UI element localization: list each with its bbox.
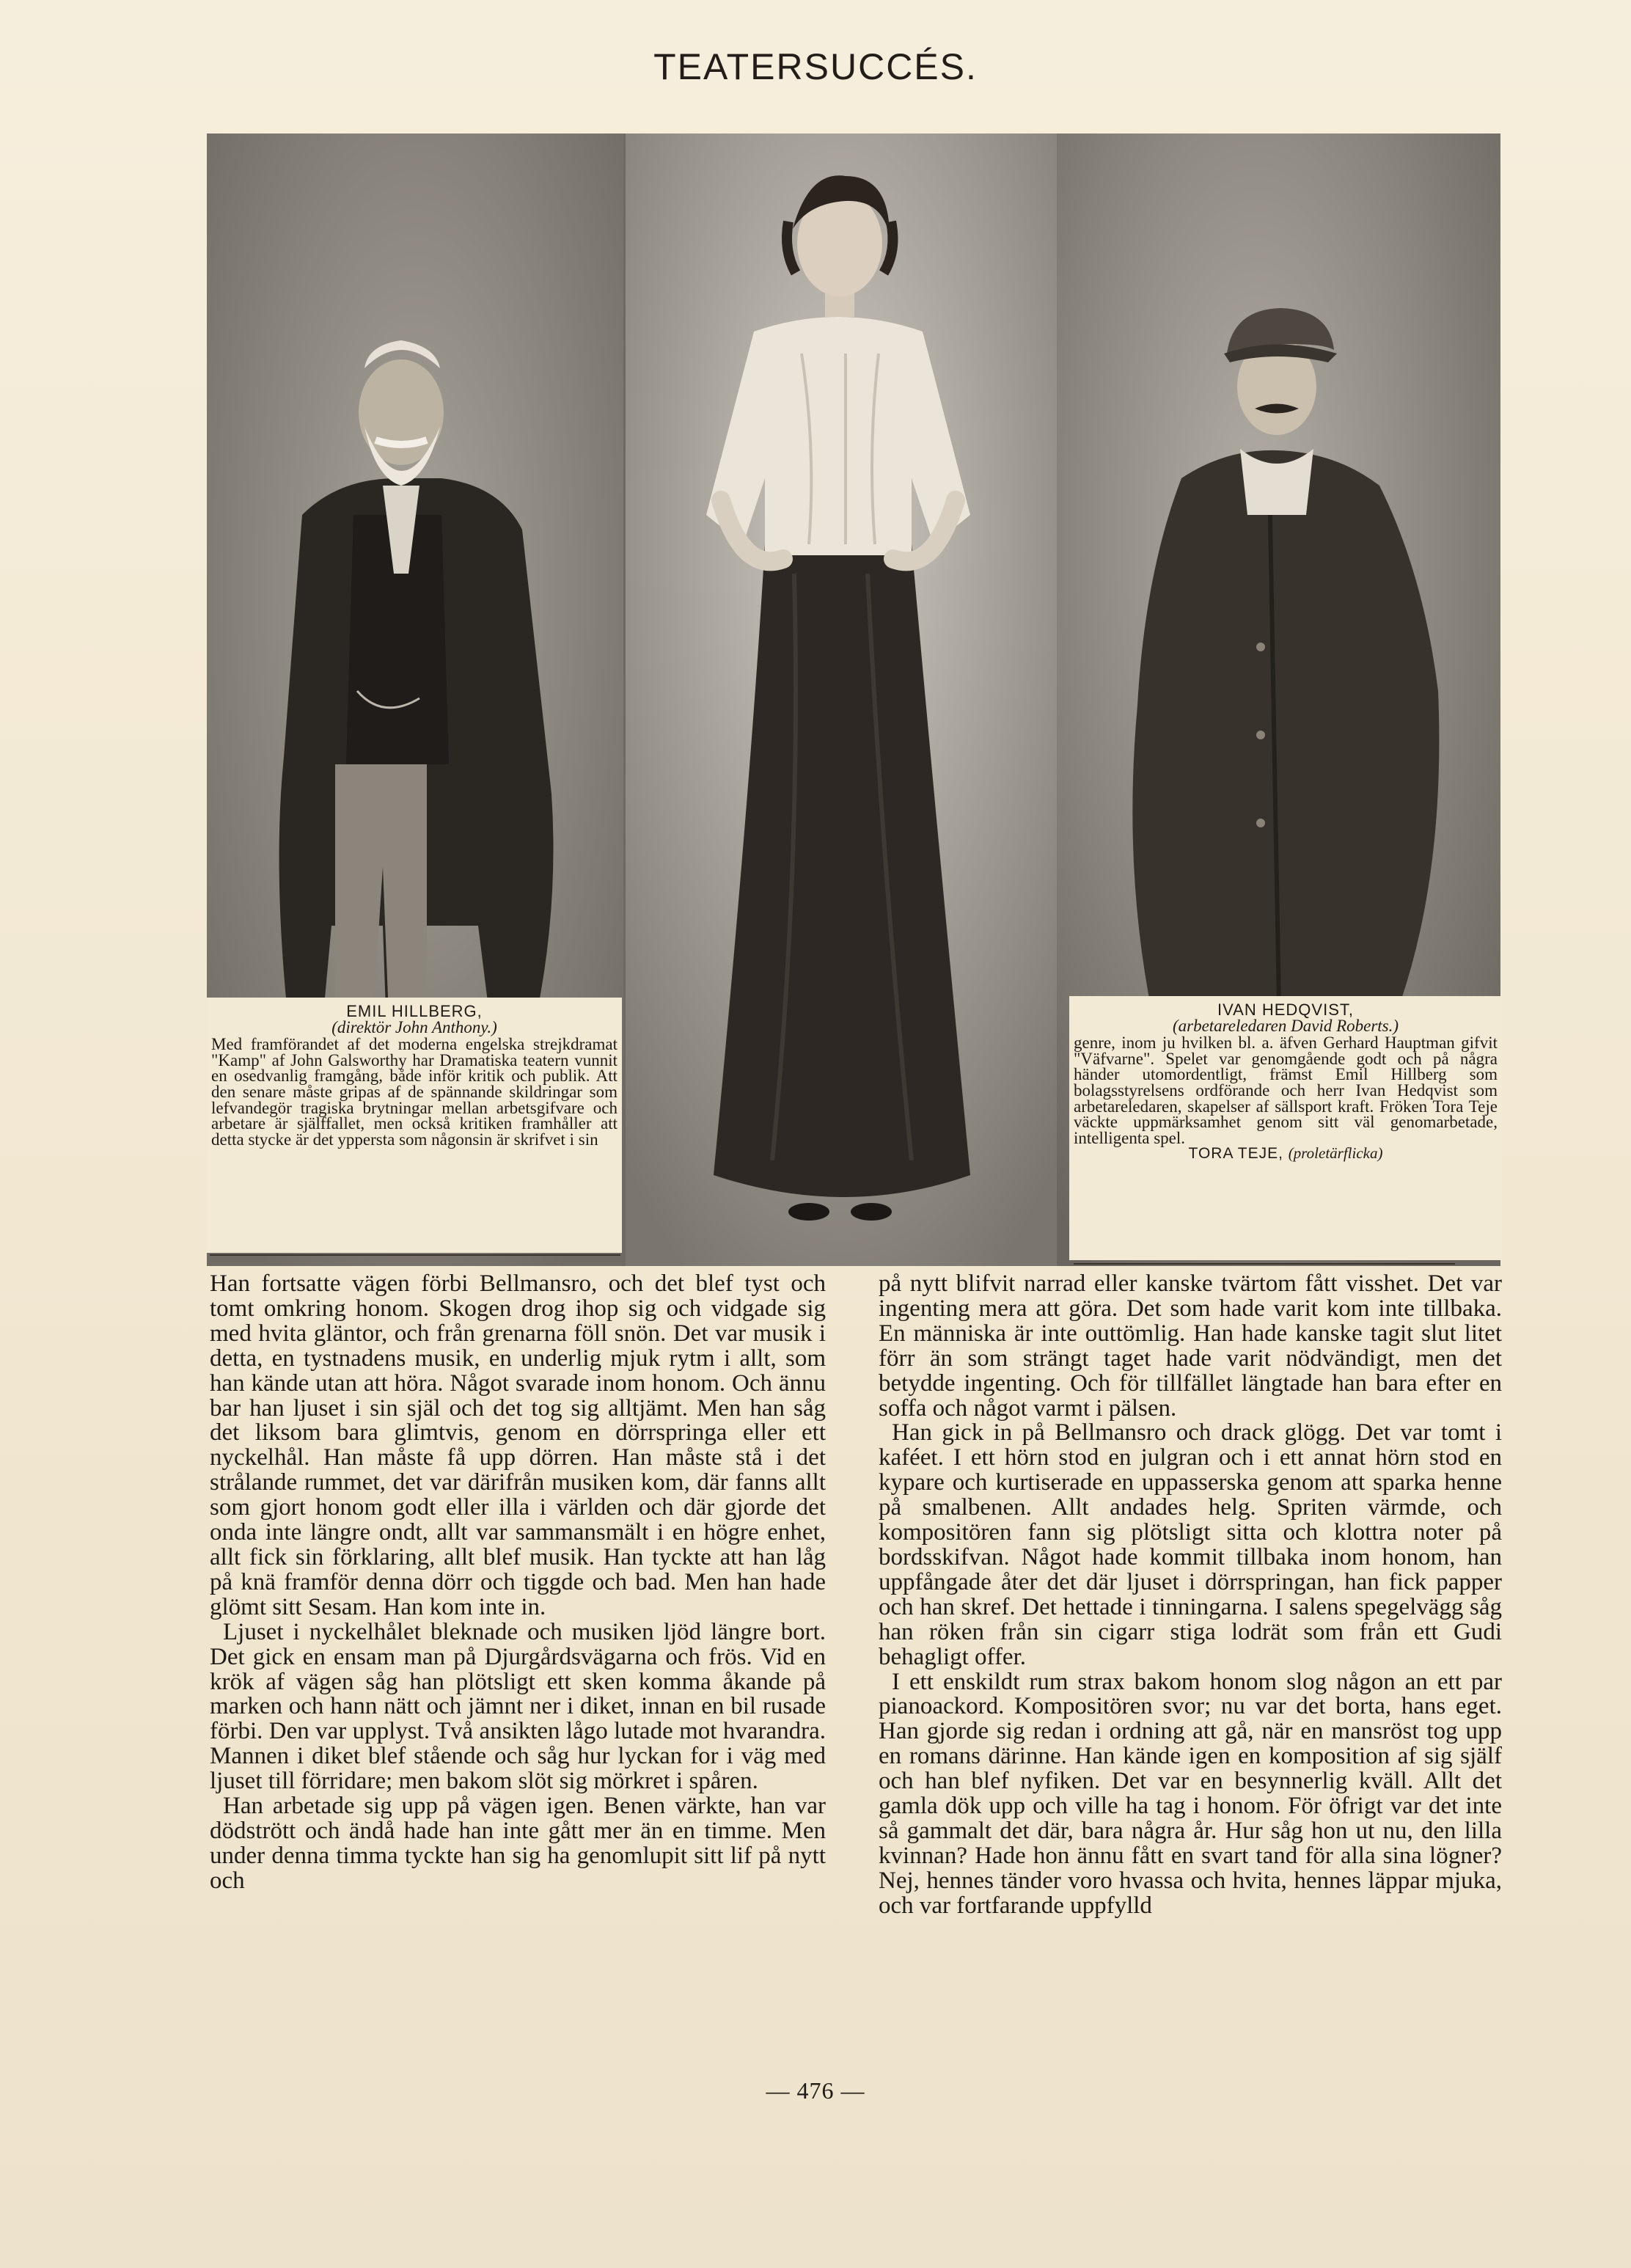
caption-role: (direktör John Anthony.) [331, 1017, 497, 1036]
story-paragraph: I ett enskildt rum strax bakom honom slog någon an ett par pianoackord. Kompositören svor; nu var det borta, hans eget. Han gjorde sig redan i ordning att gå, när en mansröst tog upp en romans därinne. Han kände igen en komposition af sig själf och han blef nyfiken. Det var en besynnerlig kväll. Allt det gamla dök upp och ville ha tag i honom. För öfrigt var det inte så gammalt det där, bara några år. Hur såg hon ut nu, den lilla kvinnan? Hade hon ännu fått en svart tand för alla sina lögner? Nej, hennes tänder voro hvassa och hvita, hennes läppar mjuka, och var fortfarande uppfylld [879, 1668, 1502, 1919]
story-paragraph: på nytt blifvit narrad eller kanske tvärtom fått visshet. Det var ingenting mera att göra. Det som hade varit kom inte tillbaka. En människa är inte outtömlig. Han hade kanske tagit slut litet förr än som strängt taget hade varit nödvändigt, men det betydde ingenting. Och för tillfället längtade han bara efter en soffa och något varmt i pälsen. [879, 1270, 1502, 1422]
page-title: TEATERSUCCÉS. [653, 46, 978, 87]
page-number: — 476 — [766, 2077, 865, 2104]
caption-footer [1074, 1146, 1498, 1162]
caption-ivan-hedqvist [1069, 996, 1502, 1260]
caption-footer-role: (proletärflicka) [1288, 1144, 1383, 1163]
caption-text: Med framförandet af det moderna engelska strejkdramat "Kamp" af John Galsworthy har Dramatiska teatern vunnit en osedvanlig framgång, både inför kritik och publik. Att den senare måste gripas af de spännande skildringar som lefvandegör tragiska brytningar mellan arbetsgifvare och arbetare är själffallet, men också kritiken framhåller att detta stycke är det yppersta som någonsin är skrifvet i sin [211, 1035, 617, 1149]
story-column-left [210, 1272, 826, 1894]
story-paragraph: Han fortsatte vägen förbi Bellmansro, och det blef tyst och tomt omkring honom. Skogen drog ihop sig och vidgade sig med hvita gläntor, och från grenarna föll snön. Det var musik i detta, en tystnadens musik, en underlig mjuk rytm i allt, som han kände utan att höra. Något svarade inom honom. Och ännu bar han ljuset i sin själ och det tog sig alltjämt. Men han såg det liksom bara glimtvis, genom en dörrspringa eller ett nyckelhål. Han måste få upp dörren. Han måste stå i det strålande rummet, det var därifrån musiken kom, där fanns allt som gjort honom godt eller illa i världen och där gjorde det onda inte längre ondt, allt var sammansmält i en högre enhet, allt fick sin förklaring, allt blef musik. Han tyckte att han låg på knä framför denna dörr och tiggde och bad. Men han hade glömt sitt Sesam. Han kom inte in. [210, 1270, 826, 1620]
story-column-right [879, 1272, 1502, 1919]
story-paragraph: Han arbetade sig upp på vägen igen. Benen värkte, han var dödstrött och ändå hade han inte gått mer än en timme. Men under denna timma tyckte han sig ha genomlupit sitt lif på nytt och [210, 1793, 826, 1894]
portrait-illustration [626, 133, 1057, 1266]
caption-name: IVAN HEDQVIST, [1217, 1001, 1354, 1019]
caption-name: EMIL HILLBERG, [346, 1002, 483, 1020]
caption-text: genre, inom ju hvilken bl. a. äfven Gerhard Hauptman gifvit "Väfvarne". Spelet var genomgående godt och på några händer utomordentligt, främst Emil Hillberg som bolagsstyrelsens ordförande och herr Ivan Hedqvist som arbetareledaren, skapelser af sällsport kraft. Fröken Tora Teje väckte uppmärksamhet genom sitt väl genomarbetade, intelligenta spel. [1074, 1034, 1498, 1147]
caption-footer-name: TORA TEJE, [1188, 1145, 1283, 1163]
photo-tora-teje [623, 133, 1059, 1266]
story-paragraph: Ljuset i nyckelhålet bleknade och musiken ljöd längre bort. Det gick en ensam man på Djurgårdsvägarna och frös. Vid en krök af vägen såg han plötsligt ett sken komma åkande på marken och hann nätt och jämnt ner i diket, innan en bil rusade förbi. Den var upplyst. Två ansikten lågo lutade mot hvarandra. Mannen i diket blef stående och såg hur lyckan for i väg med ljuset till förridare; men bakom slöt sig mörkret i spåren. [210, 1618, 826, 1795]
divider-rule [210, 1254, 620, 1256]
caption-emil-hillberg [207, 998, 622, 1253]
divider-rule [1074, 1263, 1455, 1265]
story-paragraph: Han gick in på Bellmansro och drack glögg. Det var tomt i kaféet. I ett hörn stod en julgran och i ett annat hörn stod en kypare och kurtiserade en uppasserska genom att sparka henne på smalbenen. Allt andades helg. Spriten värmde, och kompositören fann sig plötsligt sitta och klottra noter på bordsskifvan. Något hade kommit tillbaka inom honom, han uppfångade åter det där ljuset i dörrspringan, han fick papper och han skref. Det hettade i tinningarna. I salens spegelvägg såg han röken från sin cigarr stiga lodrät som från ett Gudi behagligt offer. [879, 1419, 1502, 1670]
caption-role: (arbetareledaren David Roberts.) [1172, 1016, 1399, 1035]
